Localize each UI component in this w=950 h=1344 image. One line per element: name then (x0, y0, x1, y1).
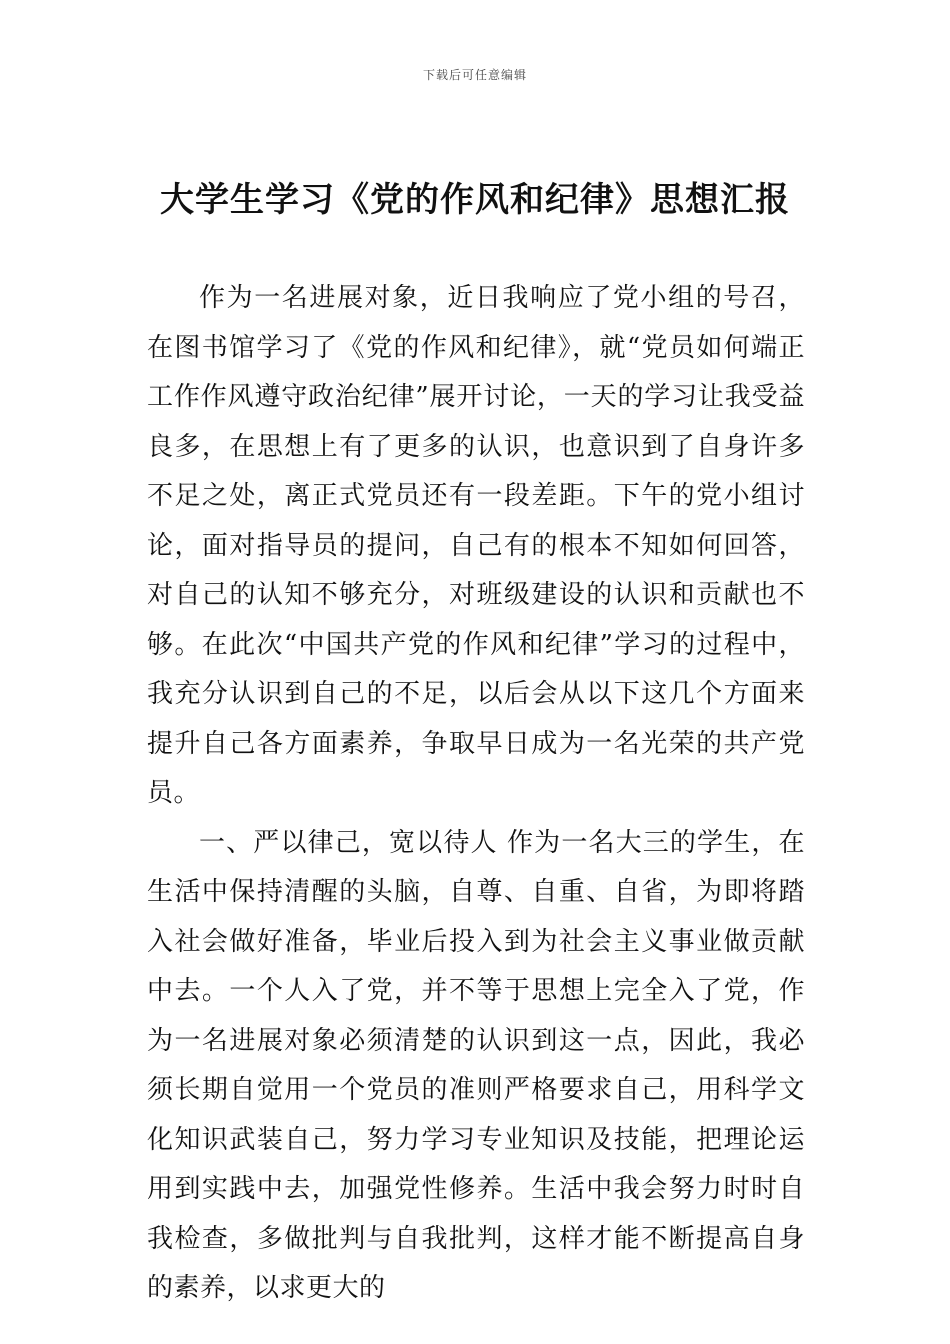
document-body (147, 274, 805, 1314)
paragraph-section-one: 一、严以律己，宽以待人 作为一名大三的学生，在生活中保持清醒的头脑，自尊、自重、自省，为即将踏入社会做好准备，毕业后投入到为社会主义事业做贡献中去。一个人入了党，并不等于思想上完全入了党，作为一名进展对象必须清楚的认识到这一点，因此，我必须长期自觉用一个党员的准则严格要求自己，用科学文化知识武装自己，努力学习专业知识及技能，把理论运用到实践中去，加强党性修养。生活中我会努力时时自我检查，多做批判与自我批判，这样才能不断提高自身的素养，以求更大的 (147, 827, 805, 1303)
document-title: 大学生学习《党的作风和纪律》思想汇报 (160, 180, 790, 220)
paragraph-intro: 作为一名进展对象，近日我响应了党小组的号召，在图书馆学习了《党的作风和纪律》，就“党员如何端正工作作风遵守政治纪律”展开讨论，一天的学习让我受益良多，在思想上有了更多的认识，也意识到了自身许多不足之处，离正式党员还有一段差距。下午的党小组讨论，面对指导员的提问，自己有的根本不知如何回答，对自己的认知不够充分，对班级建设的认识和贡献也不够。在此次“中国共产党的作风和纪律”学习的过程中，我充分认识到自己的不足，以后会从以下这几个方面来提升自己各方面素养，争取早日成为一名光荣的共产党员。 (147, 283, 805, 808)
page-header-note: 下载后可任意编辑 (422, 68, 527, 82)
